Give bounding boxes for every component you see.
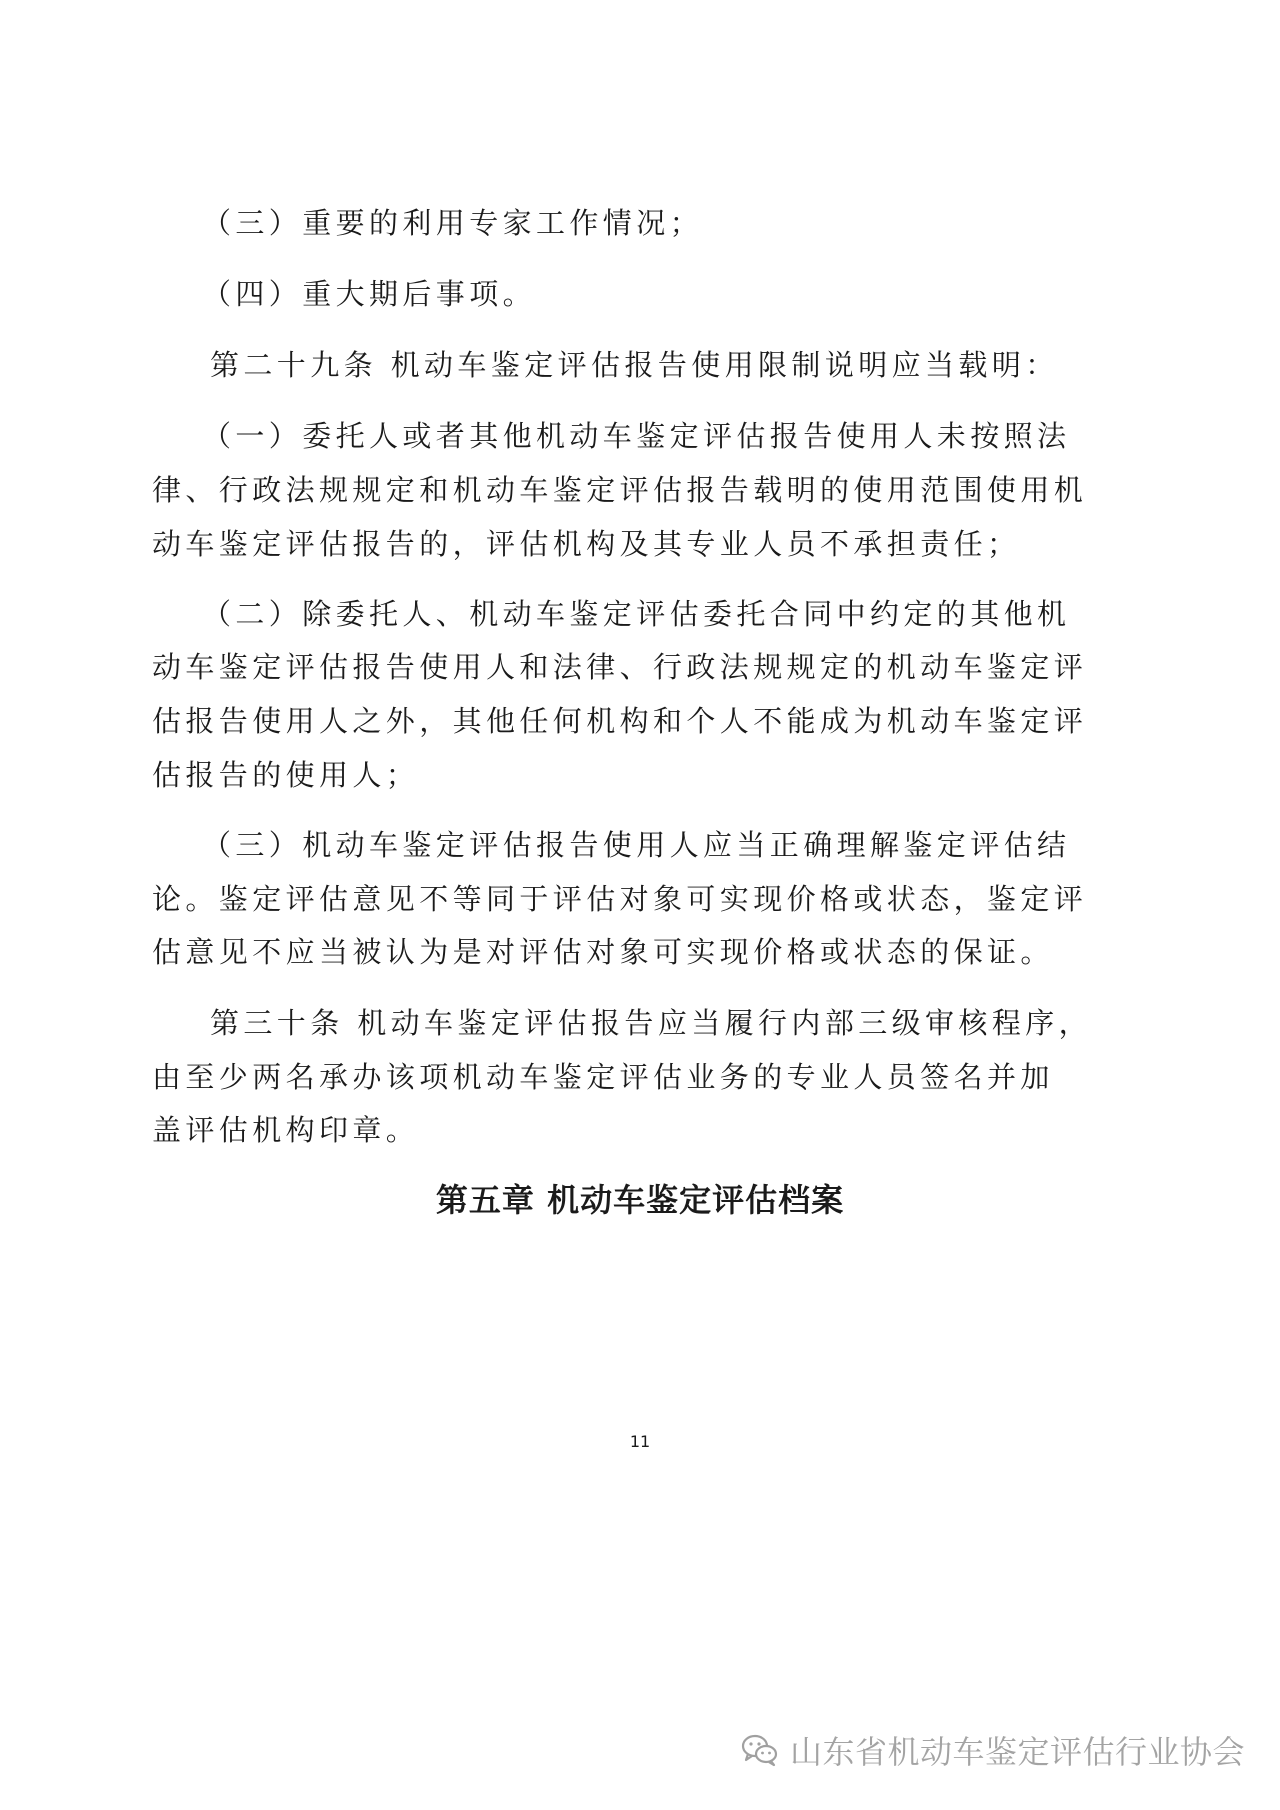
text-line-16: 盖评估机构印章。 [152, 1113, 420, 1147]
text-line-2: （四）重大期后事项。 [202, 277, 537, 311]
text-line-8: 动车鉴定评估报告使用人和法律、行政法规规定的机动车鉴定评 [152, 650, 1088, 684]
watermark-text: 山东省机动车鉴定评估行业协会 [790, 1733, 1246, 1771]
text-line-13: 估意见不应当被认为是对评估对象可实现价格或状态的保证。 [152, 935, 1054, 969]
text-line-7: （二）除委托人、机动车鉴定评估委托合同中约定的其他机 [202, 597, 1071, 631]
text-line-9: 估报告使用人之外，其他任何机构和个人不能成为机动车鉴定评 [152, 704, 1088, 738]
text-line-4: （一）委托人或者其他机动车鉴定评估报告使用人未按照法 [202, 419, 1071, 453]
article-29-heading: 第二十九条 机动车鉴定评估报告使用限制说明应当载明： [210, 348, 1059, 382]
article-30-heading: 第三十条 机动车鉴定评估报告应当履行内部三级审核程序， [210, 1006, 1093, 1040]
text-line-11: （三）机动车鉴定评估报告使用人应当正确理解鉴定评估结 [202, 828, 1071, 862]
account-watermark [740, 1728, 1245, 1772]
chapter-title: 第五章 机动车鉴定评估档案 [435, 1181, 845, 1219]
text-line-5: 律、行政法规规定和机动车鉴定评估报告载明的使用范围使用机 [152, 473, 1088, 507]
page-number: 11 [629, 1432, 651, 1451]
text-line-15: 由至少两名承办该项机动车鉴定评估业务的专业人员签名并加 [152, 1060, 1054, 1094]
wechat-icon [740, 1730, 780, 1770]
text-line-1: （三）重要的利用专家工作情况； [202, 206, 704, 240]
text-line-12: 论。鉴定评估意见不等同于评估对象可实现价格或状态，鉴定评 [152, 882, 1088, 916]
text-line-6: 动车鉴定评估报告的，评估机构及其专业人员不承担责任； [152, 527, 1021, 561]
text-line-10: 估报告的使用人； [152, 758, 420, 792]
